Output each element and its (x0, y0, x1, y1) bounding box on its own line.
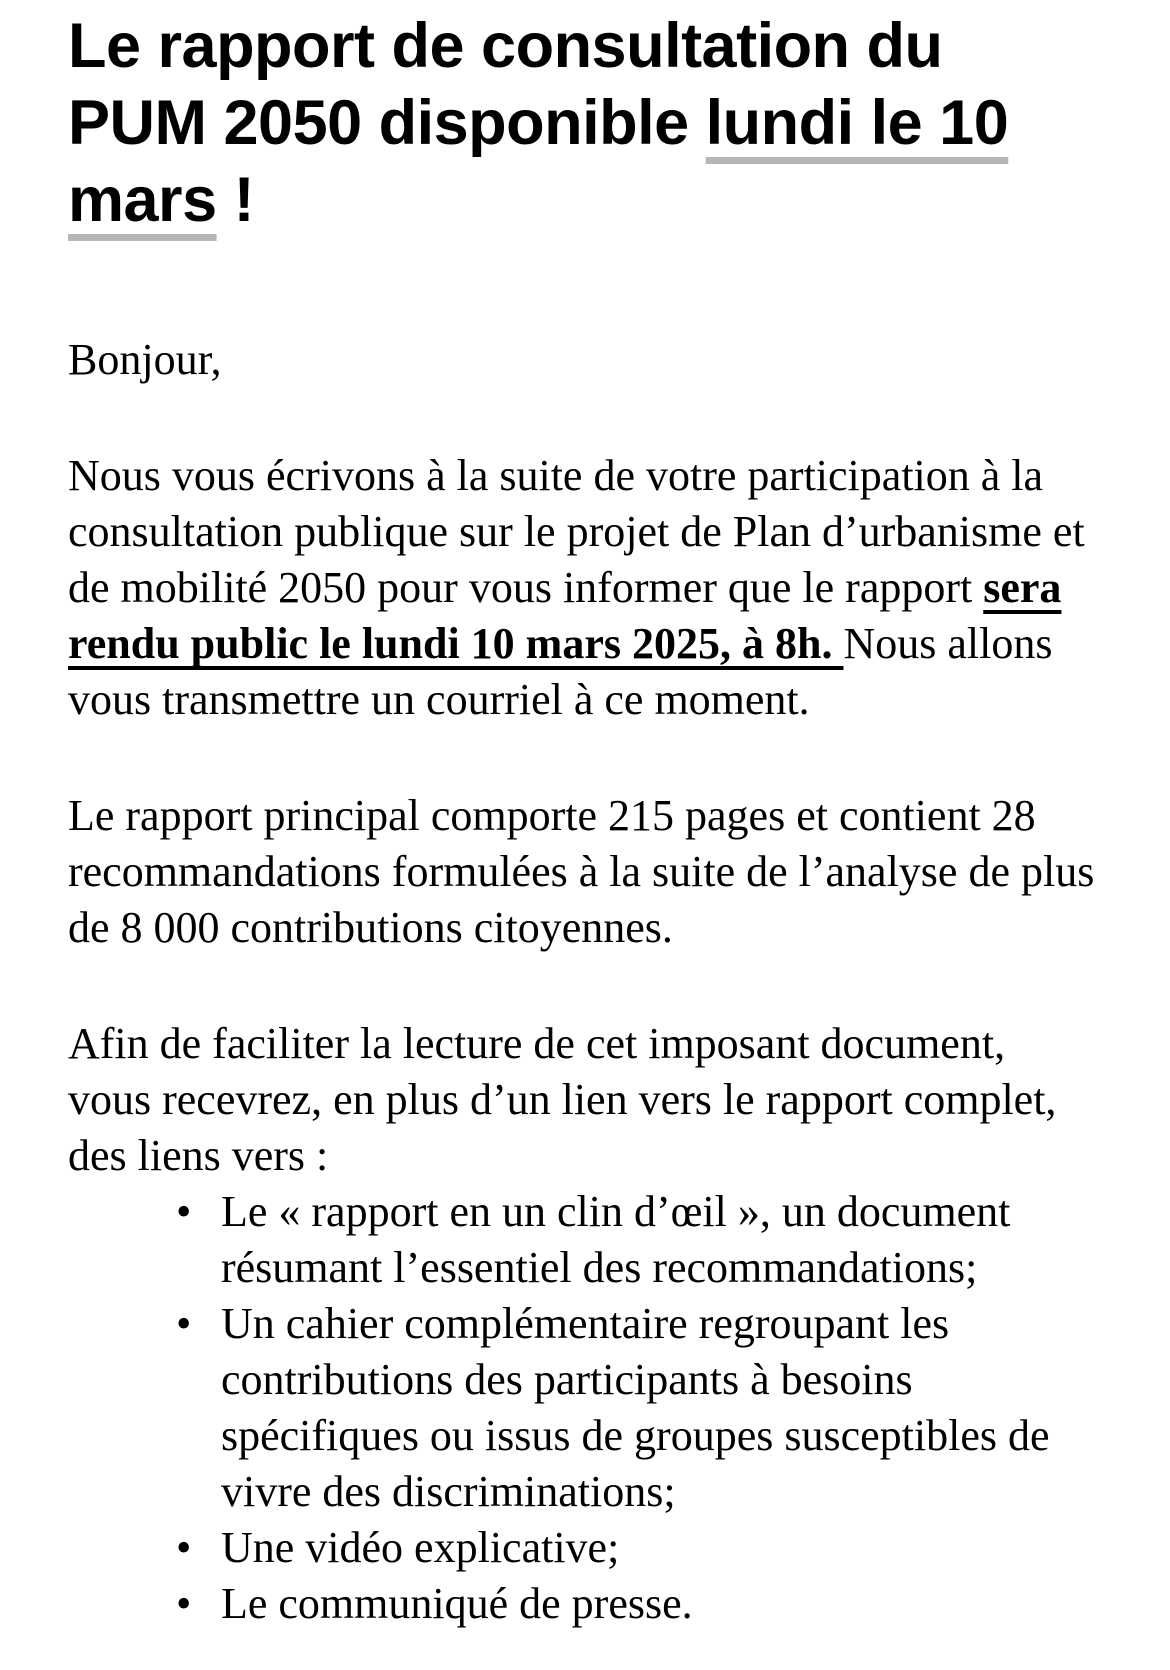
email-title (68, 8, 1068, 239)
list-item (176, 1576, 1097, 1632)
announcement-text: Nous vous écrivons à la suite de votre participation à la consultation publique sur le projet de Plan d’urbanisme et de mobilité 2050 pour vous informer que le rapport (68, 451, 1085, 612)
list-item-text: Une vidéo explicative; (221, 1523, 620, 1572)
report-stats-paragraph: Le rapport principal comporte 215 pages et contient 28 recommandations formulées à la suite de l’analyse de plus de 8 000 contributions citoyennes. (68, 791, 1095, 952)
list-item-text: Le communiqué de presse. (221, 1579, 693, 1628)
list-item (176, 1520, 1097, 1576)
links-list (68, 1184, 1097, 1632)
announcement-paragraph (68, 448, 1097, 728)
bullet-icon: • (176, 1523, 192, 1572)
email-title-text: Le rapport de consultation du PUM 2050 disponible (68, 11, 943, 158)
bullet-icon: • (176, 1579, 192, 1628)
greeting-paragraph: Bonjour, (68, 335, 222, 384)
list-item (176, 1184, 1097, 1296)
announcement-date-link[interactable]: sera rendu public le lundi 10 mars 2025, à 8h. (68, 563, 1062, 668)
announcement-tail: Nous allons vous transmettre un courriel à ce moment. (68, 619, 1053, 724)
email-title-suffix: ! (216, 165, 255, 235)
list-item (176, 1296, 1097, 1520)
list-item-text: Le « rapport en un clin d’œil », un document résumant l’essentiel des recommandations; (221, 1187, 1011, 1292)
bullet-icon: • (176, 1299, 192, 1348)
list-item-text: Un cahier complémentaire regroupant les contributions des participants à besoins spécifiques ou issus de groupes susceptibles de vivre des discriminations; (221, 1299, 1050, 1516)
email-title-date-link[interactable]: lundi le 10 mars (68, 88, 1009, 235)
bullet-icon: • (176, 1187, 192, 1236)
links-intro-paragraph: Afin de faciliter la lecture de cet imposant document, vous recevrez, en plus d’un lien vers le rapport complet, des liens vers : (68, 1019, 1057, 1180)
